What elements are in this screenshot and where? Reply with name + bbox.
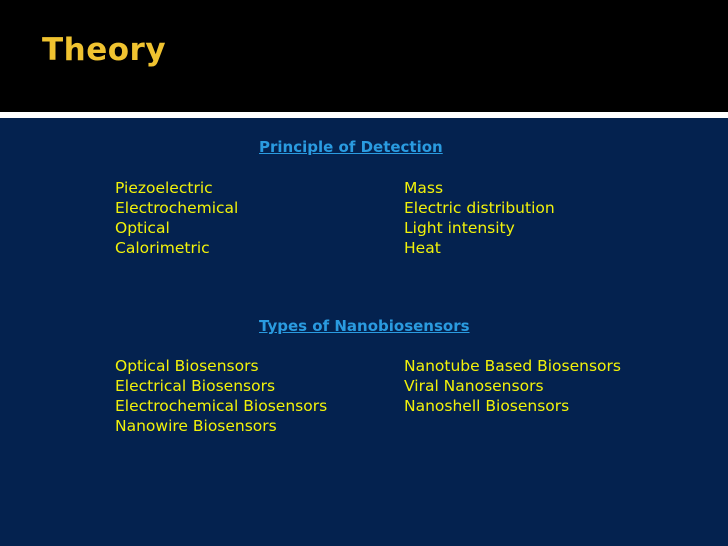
title-divider xyxy=(0,112,728,118)
detection-quantity: Heat xyxy=(404,239,441,257)
nanobiosensor-type: Nanowire Biosensors xyxy=(115,417,277,435)
detection-methods-list xyxy=(115,178,238,258)
nanobiosensor-type: Electrical Biosensors xyxy=(115,377,276,395)
nanobiosensors-left-list xyxy=(115,356,327,436)
title-bar xyxy=(0,0,728,112)
detection-heading: Principle of Detection xyxy=(259,138,443,156)
nanobiosensors-right-list xyxy=(404,356,621,416)
nanobiosensor-type: Nanotube Based Biosensors xyxy=(404,357,621,375)
nanobiosensors-heading: Types of Nanobiosensors xyxy=(259,317,470,335)
slide-title: Theory xyxy=(42,32,167,68)
detection-quantities-list xyxy=(404,178,555,258)
detection-quantity: Mass xyxy=(404,179,444,197)
nanobiosensor-type: Nanoshell Biosensors xyxy=(404,397,570,415)
detection-method: Electrochemical xyxy=(115,199,239,217)
nanobiosensor-type: Electrochemical Biosensors xyxy=(115,397,328,415)
detection-quantity: Electric distribution xyxy=(404,199,555,217)
detection-method: Piezoelectric xyxy=(115,179,213,197)
detection-method: Calorimetric xyxy=(115,239,210,257)
nanobiosensor-type: Optical Biosensors xyxy=(115,357,259,375)
detection-quantity: Light intensity xyxy=(404,219,515,237)
detection-method: Optical xyxy=(115,219,170,237)
nanobiosensor-type: Viral Nanosensors xyxy=(404,377,544,395)
